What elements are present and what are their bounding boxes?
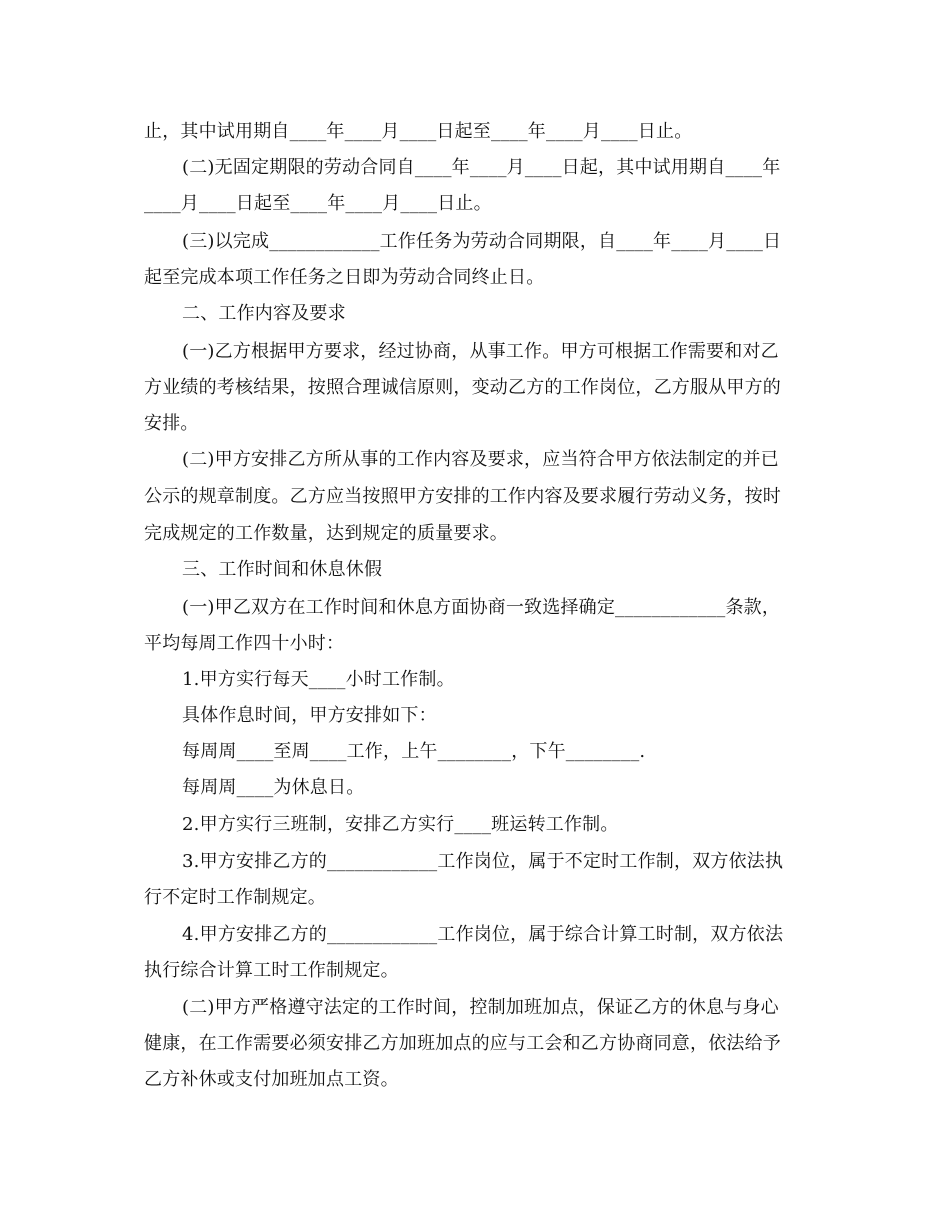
text-line: (三)以完成____________工作任务为劳动合同期限，自____年____月____日 <box>182 231 782 252</box>
text-line: 安排。 <box>144 413 199 434</box>
text-line: 起至完成本项工作任务之日即为劳动合同终止日。 <box>144 267 545 288</box>
section-heading: 二、工作内容及要求 <box>182 303 346 324</box>
text-line: (二)甲方严格遵守法定的工作时间，控制加班加点，保证乙方的休息与身心 <box>182 997 779 1018</box>
text-line: 每周周____为休息日。 <box>182 777 365 798</box>
text-line: (二)甲方安排乙方所从事的工作内容及要求，应当符合甲方依法制定的并已 <box>182 449 779 470</box>
text-line: (二)无固定期限的劳动合同自____年____月____日起，其中试用期自____年 <box>182 157 781 178</box>
text-line: 健康，在工作需要必须安排乙方加班加点的应与工会和乙方协商同意，依法给予 <box>144 1033 781 1054</box>
text-line: 4.甲方安排乙方的____________工作岗位，属于综合计算工时制，双方依法 <box>182 924 784 945</box>
text-line: 止，其中试用期自____年____月____日起至____年____月____日止。 <box>144 121 693 142</box>
text-line: 每周周____至周____工作，上午________，下午________. <box>182 741 646 762</box>
text-line: 1.甲方实行每天____小时工作制。 <box>182 669 455 690</box>
text-line: (一)乙方根据甲方要求，经过协商，从事工作。甲方可根据工作需要和对乙 <box>182 341 779 362</box>
text-line: (一)甲乙双方在工作时间和休息方面协商一致选择确定____________条款， <box>182 597 781 618</box>
text-line: 具体作息时间，甲方安排如下： <box>182 705 437 726</box>
text-line: ____月____日起至____年____月____日止。 <box>144 193 492 214</box>
text-line: 执行综合计算工时工作制规定。 <box>144 960 399 981</box>
text-line: 完成规定的工作数量，达到规定的质量要求。 <box>144 523 508 544</box>
text-line: 公示的规章制度。乙方应当按照甲方安排的工作内容及要求履行劳动义务，按时 <box>144 486 781 507</box>
text-line: 行不定时工作制规定。 <box>144 887 326 908</box>
text-line: 2.甲方实行三班制，安排乙方实行____班运转工作制。 <box>182 814 619 835</box>
text-line: 乙方补休或支付加班加点工资。 <box>144 1069 399 1090</box>
text-line: 平均每周工作四十小时： <box>144 633 345 654</box>
section-heading: 三、工作时间和休息休假 <box>182 559 383 580</box>
text-line: 方业绩的考核结果，按照合理诚信原则，变动乙方的工作岗位，乙方服从甲方的 <box>144 377 781 398</box>
text-line: 3.甲方安排乙方的____________工作岗位，属于不定时工作制，双方依法执 <box>182 851 784 872</box>
